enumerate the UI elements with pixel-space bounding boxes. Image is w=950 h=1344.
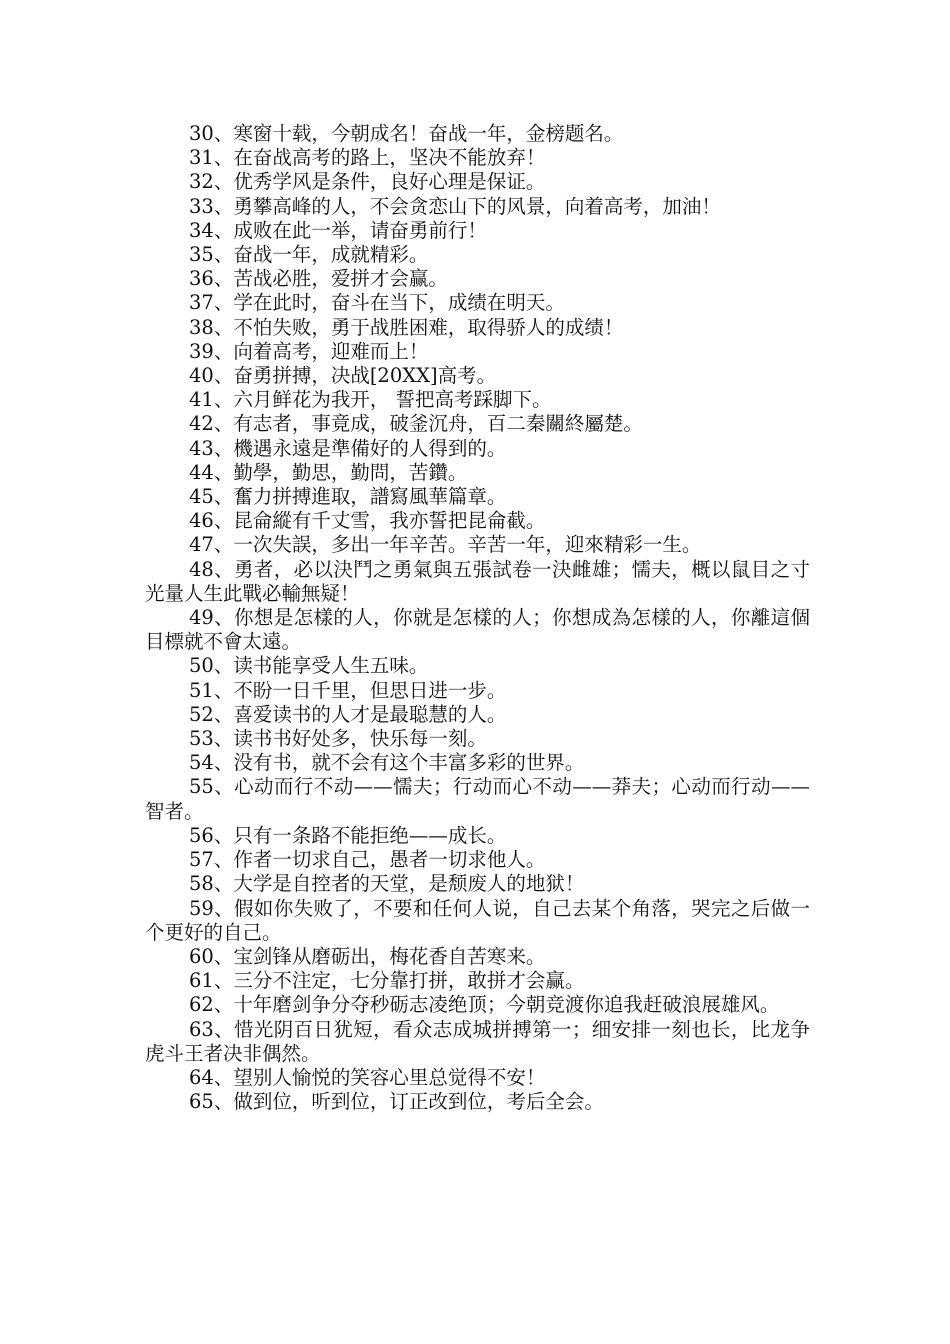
quote-line-56: 56、只有一条路不能拒绝——成长。 (189, 823, 507, 847)
quote-line-53: 53、读书书好处多，快乐每一刻。 (189, 727, 487, 751)
quote-line-58: 58、大学是自控者的天堂，是颓废人的地狱！ (189, 872, 585, 896)
quote-line-59: 59、假如你失败了，不要和任何人说，自己去某个角落，哭完之后做一个更好的自己。 (145, 896, 810, 944)
quote-line-63: 63、惜光阴百日犹短，看众志成城拼搏第一；细安排一刻也长，比龙争虎斗王者决非偶然。 (145, 1017, 810, 1065)
quote-line-65: 65、做到位，听到位，订正改到位，考后全会。 (189, 1090, 604, 1114)
quote-line-49: 49、你想是怎樣的人，你就是怎樣的人；你想成為怎樣的人，你離這個目標就不會太遠。 (145, 606, 810, 654)
quote-line-46: 46、昆侖縱有千丈雪，我亦誓把昆侖截。 (189, 509, 546, 533)
quote-line-48: 48、勇者，必以決鬥之勇氣與五張試卷一決雌雄；懦夫，概以鼠目之寸光量人生此戰必輸無疑！ (145, 557, 810, 605)
document-body (145, 122, 810, 1114)
quote-line-60: 60、宝剑锋从磨砺出，梅花香自苦寒来。 (189, 944, 546, 968)
quote-line-33: 33、勇攀高峰的人，不会贪恋山下的风景，向着高考，加油！ (189, 194, 721, 218)
quote-line-38: 38、不怕失败，勇于战胜困难，取得骄人的成绩！ (189, 315, 624, 339)
quote-line-57: 57、作者一切求自己，愚者一切求他人。 (189, 848, 546, 872)
quote-line-43: 43、機遇永遠是準備好的人得到的。 (189, 436, 507, 460)
quote-line-54: 54、没有书，就不会有这个丰富多彩的世界。 (189, 751, 585, 775)
quote-line-42: 42、有志者，事竟成，破釜沉舟，百二秦關終屬楚。 (189, 412, 643, 436)
quote-line-55: 55、心动而行不动——懦夫；行动而心不动——莽夫；心动而行动——智者。 (145, 775, 810, 823)
quote-line-51: 51、不盼一日千里，但思日进一步。 (189, 678, 507, 702)
quote-line-30: 30、寒窗十载，今朝成名！奋战一年，金榜题名。 (189, 122, 624, 145)
quote-line-32: 32、优秀学风是条件，良好心理是保证。 (189, 170, 546, 194)
quote-line-35: 35、奋战一年，成就精彩。 (189, 243, 429, 267)
quote-line-64: 64、望别人愉悦的笑容心里总觉得不安！ (189, 1065, 546, 1089)
quote-line-39: 39、向着高考，迎难而上！ (189, 339, 429, 363)
quote-line-52: 52、喜爱读书的人才是最聪慧的人。 (189, 702, 507, 726)
quote-line-41: 41、六月鲜花为我开， 誓把高考踩脚下。 (189, 388, 552, 412)
quote-line-47: 47、一次失誤，多出一年辛苦。辛苦一年，迎來精彩一生。 (189, 533, 702, 557)
quote-line-45: 45、奮力拼搏進取，譜寫風華篇章。 (189, 485, 507, 509)
quote-line-62: 62、十年磨剑争分夺秒砺志凌绝顶；今朝竞渡你追我赶破浪展雄风。 (189, 993, 780, 1017)
quote-line-61: 61、三分不注定，七分靠打拼，敢拼才会赢。 (189, 969, 585, 993)
quote-line-37: 37、学在此时，奋斗在当下，成绩在明天。 (189, 291, 565, 315)
quote-line-34: 34、成败在此一举，请奋勇前行！ (189, 218, 487, 242)
quote-line-36: 36、苦战必胜，爱拼才会赢。 (189, 267, 448, 291)
quote-line-40: 40、奋勇拼搏，决战[20XX]高考。 (189, 364, 497, 388)
quote-line-44: 44、勤學，勤思，勤問，苦鑽。 (189, 460, 468, 484)
quote-line-31: 31、在奋战高考的路上，坚决不能放弃！ (189, 146, 546, 170)
quote-line-50: 50、读书能享受人生五味。 (189, 654, 429, 678)
